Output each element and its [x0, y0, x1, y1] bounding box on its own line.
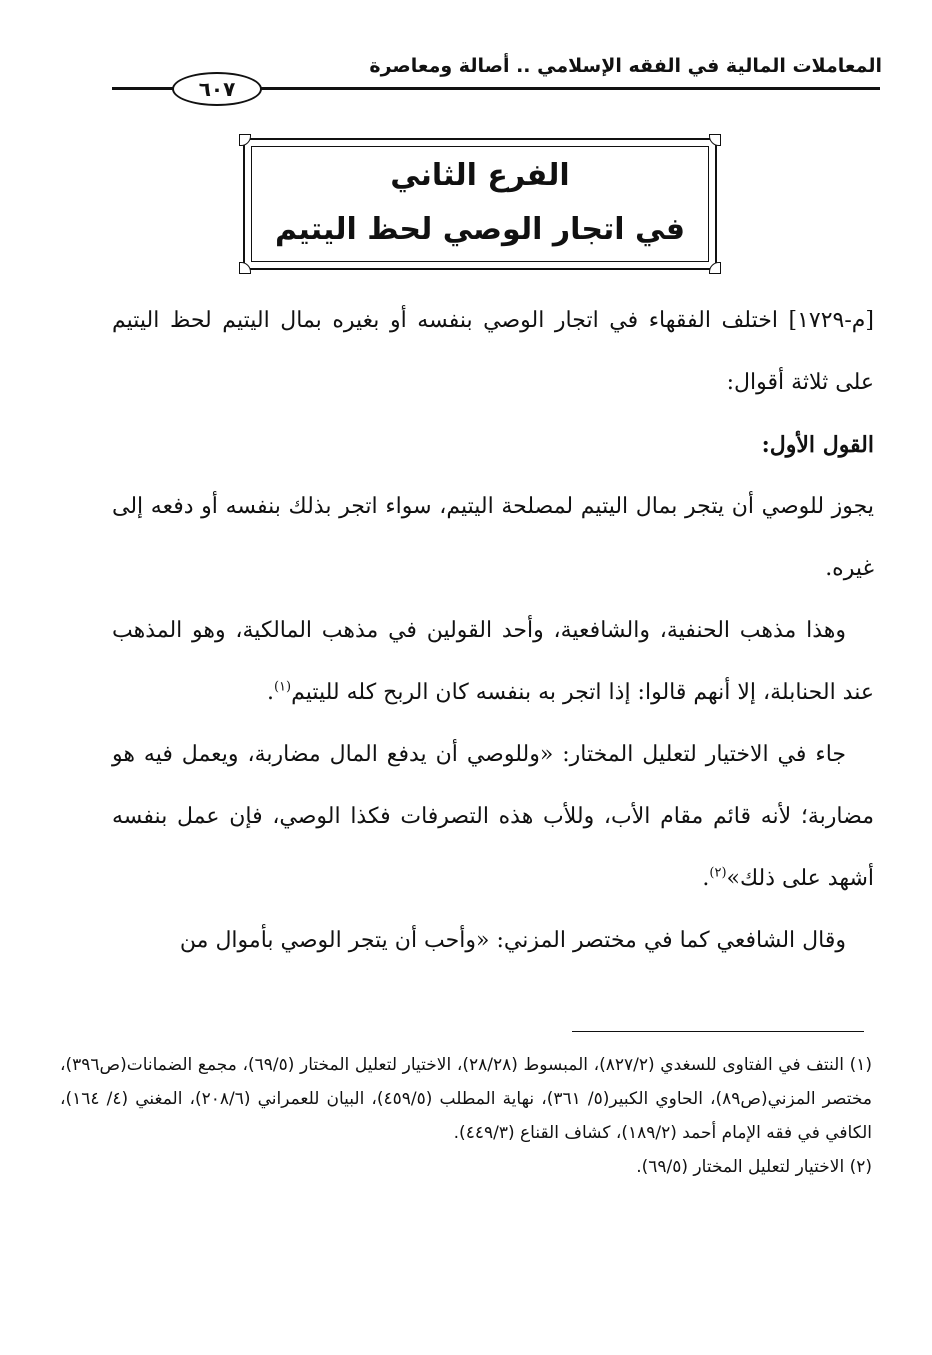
- frame-corner-ornament: [239, 262, 251, 274]
- period: .: [702, 866, 710, 891]
- body-text: [112, 290, 874, 972]
- frame-corner-ornament: [239, 134, 251, 146]
- footnotes: [60, 1048, 872, 1184]
- paragraph-madhhab: [112, 600, 874, 724]
- footnote-ref-2: (٢): [709, 865, 727, 881]
- footnote-ref-1: (١): [273, 679, 292, 695]
- paragraph-intro: [م-١٧٢٩] اختلف الفقهاء في اتجار الوصي بنفسه أو بغيره بمال اليتيم لحظ اليتيم على ثلاثة أقوال:: [112, 308, 874, 395]
- paragraph-heading-first-opinion: القول الأول:: [761, 432, 874, 458]
- running-header: المعاملات المالية في الفقه الإسلامي .. أصالة ومعاصرة: [369, 55, 882, 77]
- paragraph-ikhtiyar-text: جاء في الاختيار لتعليل المختار: «وللوصي أن يدفع المال مضاربة، ويعمل فيه هو مضاربة؛ لأنه قائم مقام الأب، وللأب هذه التصرفات فكذا الوصي، فإن عمل بنفسه أشهد على ذلك»: [112, 742, 874, 891]
- section-title-line-1: الفرع الثاني: [390, 158, 570, 193]
- footnote-1: (١) النتف في الفتاوى للسغدي (٨٢٧/٢)، المبسوط (٢٨/٢٨)، الاختيار لتعليل المختار (٦٩/٥)، مجمع الضمانات(ص٣٩٦)، مختصر المزني(ص٨٩)، الحاوي الكبير(٥/ ٣٦١)، نهاية المطلب (٤٥٩/٥)، البيان للعمراني (٢٠٨/٦)، المغني (٤/ ١٦٤)، الكافي في فقه الإمام أحمد (١٨٩/٢)، كشاف القناع (٤٤٩/٣).: [60, 1055, 873, 1143]
- footnote-separator: [572, 1031, 864, 1032]
- paragraph-ikhtiyar-quote: [112, 724, 874, 910]
- paragraph-madhhab-text: وهذا مذهب الحنفية، والشافعية، وأحد القولين في مذهب المالكية، وهو المذهب عند الحنابلة، إلا أنهم قالوا: إذا اتجر به بنفسه كان الربح كله لليتيم: [112, 618, 874, 705]
- paragraph-first-opinion: يجوز للوصي أن يتجر بمال اليتيم لمصلحة اليتيم، سواء اتجر بذلك بنفسه أو دفعه إلى غيره.: [112, 494, 874, 581]
- section-title-line-2: في اتجار الوصي لحظ اليتيم: [275, 212, 685, 247]
- page-number: ٦٠٧: [172, 72, 262, 106]
- frame-corner-ornament: [709, 134, 721, 146]
- footnote-2: (٢) الاختيار لتعليل المختار (٦٩/٥).: [636, 1157, 872, 1177]
- period: .: [266, 680, 274, 705]
- frame-corner-ornament: [709, 262, 721, 274]
- paragraph-shafii-quote: وقال الشافعي كما في مختصر المزني: «وأحب أن يتجر الوصي بأموال من: [179, 928, 846, 953]
- section-title-box: [243, 138, 717, 270]
